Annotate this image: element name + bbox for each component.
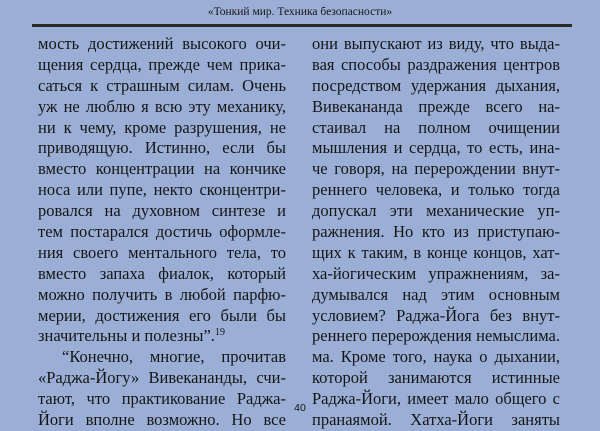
text-line: они выпускают из виду, что выда- [312,34,560,53]
left-column [38,34,286,431]
text-line: Вивекананда прежде всего на- [312,96,560,116]
text-line: можно получить в любой парфю- [38,284,286,304]
text-line: условием? Раджа-Йога без внут- [312,305,560,325]
text-line: допускал эти механические уп- [312,201,560,221]
text-line: значительны и полезны”. [38,326,215,346]
text-line: носа или пупе, некто сконцентри- [38,180,286,200]
text-line: стаивал на полном очищении [312,117,560,137]
text-line: реннего перерождения немыслима. [312,326,560,346]
page-number: 40 [294,402,306,414]
text-line: ровался на духовном синтезе и [38,201,286,221]
text-line: мость достижений высокого очи- [38,34,286,53]
right-column [312,34,560,431]
text-line: щения сердца, прежде чем прика- [38,54,286,74]
running-header-title: «Тонкий мир. Техника безопасности» [207,6,393,18]
text-line: мерии, достижения его были бы [38,305,286,325]
text-line: че говоря, на перерождении внут- [312,159,560,179]
text-line: реннего человека, и только тогда [312,180,560,200]
text-line: ха-йогическим упражнениям, за- [312,263,560,283]
text-line: тают, что практикование Раджа- [38,389,286,409]
text-line: тем постарался достичь оформле- [38,222,286,242]
text-line: которой занимаются истинные [312,368,560,388]
footnote-reference[interactable]: 19 [214,327,225,339]
text-line: приводящую. Истинно, если бы [38,138,286,158]
text-line: “Конечно, многие, прочитав [62,347,286,367]
text-line: вместо запаха фиалок, который [38,263,286,283]
text-line: думывался над этим основным [312,284,560,304]
text-line: Раджа-Йоги, имеет мало общего с [312,389,560,409]
text-line: мышления и сердца, то есть, ина- [312,138,560,158]
text-line: уж не люблю я всю эту механику, [38,96,286,116]
text-line: ни к чему, кроме разрушения, не [38,117,286,137]
text-line: Йоги вполне возможно. Но все [38,410,286,430]
text-line: «Раджа-Йогу» Вивекананды, счи- [38,368,286,388]
text-line: вая способы раздражения центров [312,54,560,74]
text-line: щих к таким, в конце концов, хат- [312,242,560,262]
text-line: посредством удержания дыхания, [312,75,560,95]
text-line: вместо концентрации на кончике [38,159,286,179]
text-line: саться к страшным силам. Очень [38,75,286,95]
header-divider [32,24,572,27]
text-line: ния своего ментального тела, то [38,242,286,262]
text-line: ражнения. Но кто из приступаю- [312,222,560,242]
paragraph-end-line [38,326,286,347]
text-line: ма. Кроме того, наука о дыхании, [312,347,560,367]
text-line: пранаямой. Хатха-Йоги заняты [312,410,560,430]
